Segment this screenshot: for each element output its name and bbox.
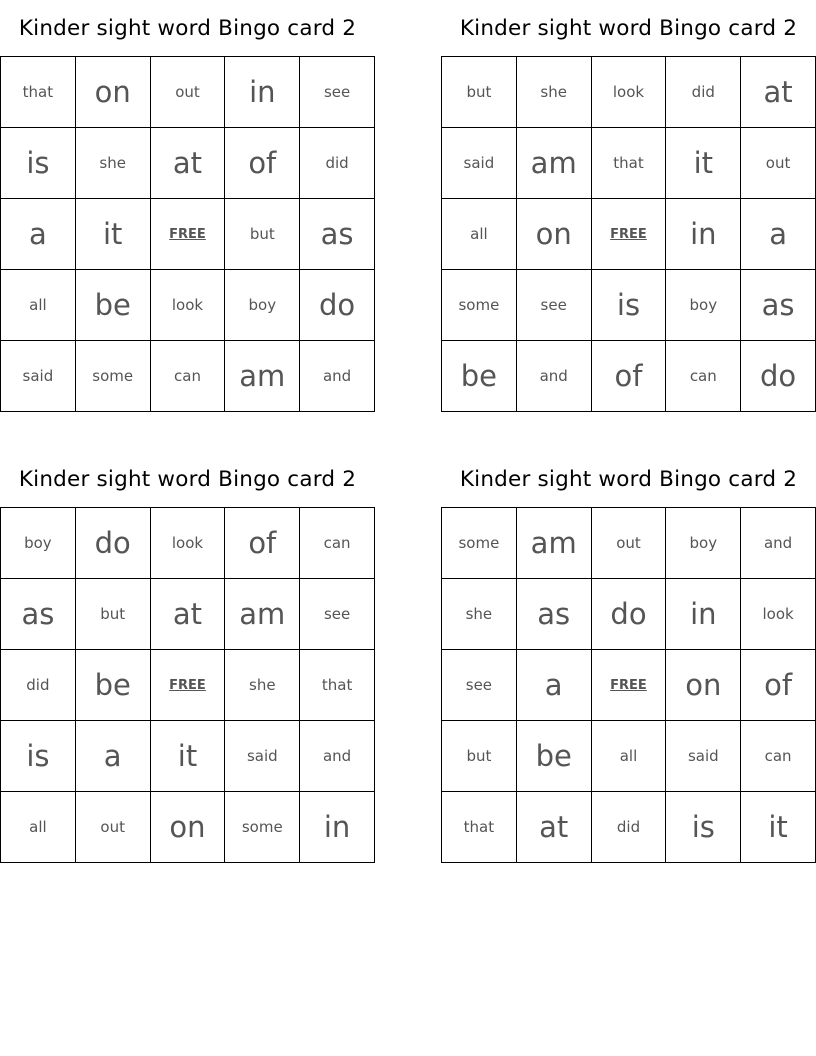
bingo-word-cell: in — [300, 792, 375, 863]
grid-row — [1, 721, 375, 792]
bingo-word-cell: it — [741, 792, 816, 863]
bingo-word-cell: as — [1, 579, 76, 650]
bingo-word-cell: look — [741, 579, 816, 650]
card-title: Kinder sight word Bingo card 2 — [459, 467, 798, 492]
grid-row — [1, 270, 375, 341]
bingo-word-cell: see — [516, 270, 591, 341]
bingo-word-cell: out — [591, 508, 666, 579]
bingo-word-cell: am — [225, 579, 300, 650]
grid-row — [1, 57, 375, 128]
bingo-word-cell: is — [666, 792, 741, 863]
card-title: Kinder sight word Bingo card 2 — [459, 16, 798, 41]
bingo-word-cell: did — [591, 792, 666, 863]
bingo-word-cell: a — [75, 721, 150, 792]
bingo-word-cell: all — [591, 721, 666, 792]
bingo-card-2 — [441, 0, 816, 412]
bingo-word-cell: did — [666, 57, 741, 128]
card-title: Kinder sight word Bingo card 2 — [18, 467, 357, 492]
bingo-word-cell: be — [516, 721, 591, 792]
free-space: FREE — [150, 199, 225, 270]
bingo-word-cell: on — [516, 199, 591, 270]
bingo-word-cell: am — [516, 128, 591, 199]
bingo-grid — [441, 507, 816, 863]
grid-row — [442, 270, 816, 341]
bingo-word-cell: it — [150, 721, 225, 792]
bingo-word-cell: in — [666, 579, 741, 650]
bingo-word-cell: out — [75, 792, 150, 863]
bingo-word-cell: can — [666, 341, 741, 412]
bingo-word-cell: look — [591, 57, 666, 128]
bingo-word-cell: that — [442, 792, 517, 863]
bingo-word-cell: she — [225, 650, 300, 721]
bingo-word-cell: on — [666, 650, 741, 721]
bingo-word-cell: in — [666, 199, 741, 270]
bingo-word-cell: of — [225, 128, 300, 199]
bingo-word-cell: on — [150, 792, 225, 863]
bingo-word-cell: at — [741, 57, 816, 128]
grid-row — [1, 650, 375, 721]
bingo-word-cell: see — [442, 650, 517, 721]
bingo-grid — [441, 56, 816, 412]
bingo-word-cell: she — [516, 57, 591, 128]
free-space: FREE — [591, 650, 666, 721]
bingo-word-cell: some — [442, 508, 517, 579]
bingo-word-cell: be — [75, 650, 150, 721]
bingo-word-cell: all — [1, 792, 76, 863]
bingo-word-cell: be — [442, 341, 517, 412]
bingo-word-cell: do — [300, 270, 375, 341]
grid-row — [1, 199, 375, 270]
grid-row — [442, 721, 816, 792]
bingo-word-cell: is — [591, 270, 666, 341]
bingo-word-cell: that — [591, 128, 666, 199]
grid-row — [442, 650, 816, 721]
grid-row — [442, 57, 816, 128]
bingo-word-cell: at — [150, 128, 225, 199]
bingo-word-cell: can — [300, 508, 375, 579]
grid-row — [442, 579, 816, 650]
bingo-word-cell: and — [300, 721, 375, 792]
bingo-word-cell: some — [75, 341, 150, 412]
bingo-word-cell: said — [666, 721, 741, 792]
grid-row — [442, 341, 816, 412]
bingo-word-cell: as — [741, 270, 816, 341]
bingo-word-cell: it — [666, 128, 741, 199]
bingo-word-cell: look — [150, 270, 225, 341]
bingo-word-cell: do — [741, 341, 816, 412]
bingo-word-cell: am — [516, 508, 591, 579]
bingo-word-cell: of — [741, 650, 816, 721]
bingo-word-cell: boy — [225, 270, 300, 341]
bingo-word-cell: be — [75, 270, 150, 341]
grid-row — [1, 792, 375, 863]
bingo-word-cell: and — [300, 341, 375, 412]
bingo-word-cell: but — [442, 57, 517, 128]
bingo-card-3 — [0, 451, 375, 863]
bingo-word-cell: on — [75, 57, 150, 128]
bingo-word-cell: but — [75, 579, 150, 650]
bingo-word-cell: some — [442, 270, 517, 341]
bingo-word-cell: out — [741, 128, 816, 199]
grid-row — [1, 508, 375, 579]
bingo-word-cell: of — [591, 341, 666, 412]
bingo-word-cell: some — [225, 792, 300, 863]
grid-row — [1, 128, 375, 199]
bingo-word-cell: and — [741, 508, 816, 579]
bingo-word-cell: look — [150, 508, 225, 579]
bingo-word-cell: that — [1, 57, 76, 128]
bingo-word-cell: do — [591, 579, 666, 650]
bingo-card-4 — [441, 451, 816, 863]
bingo-grid — [0, 507, 375, 863]
bingo-word-cell: as — [300, 199, 375, 270]
bingo-word-cell: she — [75, 128, 150, 199]
bingo-word-cell: but — [225, 199, 300, 270]
bingo-word-cell: all — [1, 270, 76, 341]
bingo-word-cell: it — [75, 199, 150, 270]
grid-row — [442, 508, 816, 579]
grid-row — [442, 128, 816, 199]
bingo-word-cell: of — [225, 508, 300, 579]
bingo-word-cell: see — [300, 57, 375, 128]
bingo-word-cell: and — [516, 341, 591, 412]
bingo-card-1 — [0, 0, 375, 412]
bingo-word-cell: am — [225, 341, 300, 412]
bingo-word-cell: said — [1, 341, 76, 412]
bingo-word-cell: at — [150, 579, 225, 650]
bingo-word-cell: is — [1, 128, 76, 199]
bingo-word-cell: but — [442, 721, 517, 792]
free-space: FREE — [591, 199, 666, 270]
bingo-word-cell: she — [442, 579, 517, 650]
bingo-word-cell: a — [1, 199, 76, 270]
grid-row — [1, 579, 375, 650]
bingo-word-cell: did — [1, 650, 76, 721]
bingo-word-cell: all — [442, 199, 517, 270]
card-title: Kinder sight word Bingo card 2 — [18, 16, 357, 41]
grid-row — [442, 792, 816, 863]
bingo-word-cell: boy — [666, 508, 741, 579]
bingo-word-cell: can — [741, 721, 816, 792]
bingo-word-cell: at — [516, 792, 591, 863]
bingo-word-cell: in — [225, 57, 300, 128]
bingo-word-cell: said — [225, 721, 300, 792]
bingo-word-cell: out — [150, 57, 225, 128]
bingo-word-cell: that — [300, 650, 375, 721]
bingo-word-cell: boy — [666, 270, 741, 341]
grid-row — [1, 341, 375, 412]
bingo-word-cell: a — [516, 650, 591, 721]
bingo-word-cell: do — [75, 508, 150, 579]
free-space: FREE — [150, 650, 225, 721]
bingo-word-cell: did — [300, 128, 375, 199]
bingo-word-cell: said — [442, 128, 517, 199]
bingo-word-cell: is — [1, 721, 76, 792]
grid-row — [442, 199, 816, 270]
bingo-word-cell: as — [516, 579, 591, 650]
bingo-word-cell: boy — [1, 508, 76, 579]
bingo-word-cell: can — [150, 341, 225, 412]
bingo-word-cell: see — [300, 579, 375, 650]
bingo-grid — [0, 56, 375, 412]
bingo-word-cell: a — [741, 199, 816, 270]
